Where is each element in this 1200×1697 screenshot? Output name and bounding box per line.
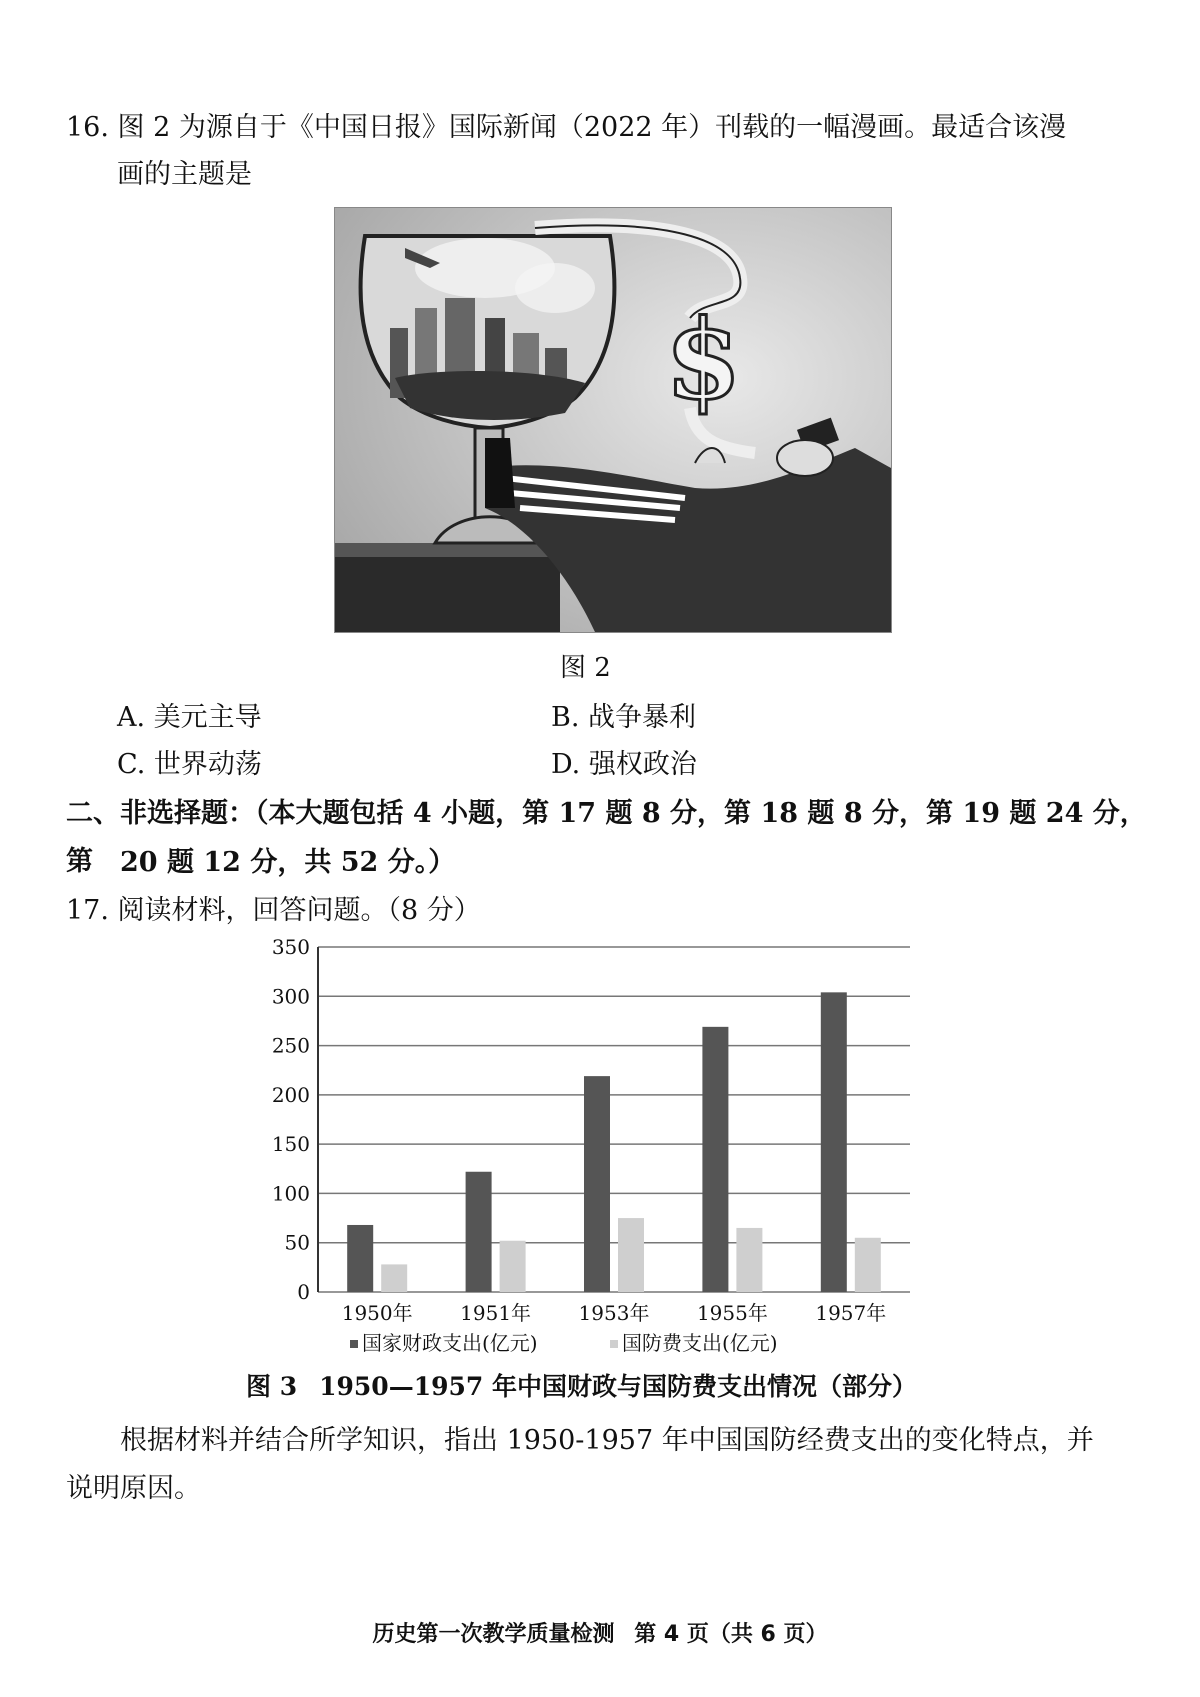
bar-fiscal (821, 992, 847, 1292)
cartoon-illustration (335, 208, 891, 632)
legend-label: 国防费支出(亿元) (622, 1331, 778, 1355)
option-b: B. 战争暴利 (551, 702, 697, 733)
figure-3-title: 1950—1957 年中国财政与国防费支出情况（部分） (319, 1372, 917, 1401)
x-tick-label: 1951年 (460, 1301, 532, 1325)
y-tick-label: 200 (271, 1082, 310, 1107)
section2-heading-line1: 二、非选择题：（本大题包括 4 小题，第 17 题 8 分，第 18 题 8 分，第 19 题 24 分，第 (66, 798, 1147, 877)
figure-2-caption: 图 2 (560, 653, 611, 683)
q16-stem-line1: 16. 图 2 为源自于《中国日报》国际新闻（2022 年）刊载的一幅漫画。最适合该漫 (66, 112, 1067, 143)
bar-defense (736, 1228, 762, 1292)
bar-fiscal (702, 1027, 728, 1292)
option-a: A. 美元主导 (117, 702, 262, 733)
y-tick-label: 300 (271, 984, 310, 1009)
bar-defense (500, 1241, 526, 1292)
y-tick-label: 150 (271, 1132, 310, 1157)
option-c: C. 世界动荡 (117, 749, 262, 780)
x-tick-label: 1955年 (696, 1301, 768, 1325)
bar-chart (250, 935, 930, 1355)
y-tick-label: 50 (284, 1230, 310, 1255)
figure-3-caption (246, 1367, 986, 1407)
page-footer (0, 1617, 1200, 1653)
q17-intro: 17. 阅读材料，回答问题。（8 分） (66, 895, 481, 926)
legend-swatch (350, 1340, 358, 1348)
figure-3-number: 图 3 (246, 1372, 298, 1401)
x-tick-label: 1950年 (341, 1301, 413, 1325)
bar-fiscal (466, 1172, 492, 1292)
bar-chart-svg (250, 935, 930, 1355)
bar-defense (618, 1218, 644, 1292)
y-tick-label: 0 (297, 1280, 310, 1304)
option-d: D. 强权政治 (551, 749, 697, 780)
q17-question-line1: 根据材料并结合所学知识，指出 1950-1957 年中国国防经费支出的变化特点，并 (120, 1425, 1094, 1456)
bar-defense (381, 1264, 407, 1292)
section2-heading-line2: 20 题 12 分，共 52 分。） (120, 847, 456, 878)
legend-label: 国家财政支出(亿元) (362, 1331, 538, 1355)
x-tick-label: 1957年 (815, 1301, 887, 1325)
q17-question-line2: 说明原因。 (66, 1473, 201, 1504)
bar-fiscal (347, 1225, 373, 1292)
footer-subject: 历史第一次教学质量检测 (372, 1622, 615, 1647)
q16-stem-line2: 画的主题是 (117, 159, 252, 190)
bar-defense (855, 1238, 881, 1292)
y-tick-label: 100 (271, 1181, 310, 1206)
y-tick-label: 250 (271, 1033, 310, 1058)
y-tick-label: 350 (271, 935, 310, 959)
footer-page-number: 第 4 页（共 6 页） (634, 1622, 828, 1647)
svg-text:$: $ (665, 295, 742, 424)
cartoon-figure (334, 207, 892, 633)
x-tick-label: 1953年 (578, 1301, 650, 1325)
bar-fiscal (584, 1076, 610, 1292)
legend-swatch (610, 1340, 618, 1348)
